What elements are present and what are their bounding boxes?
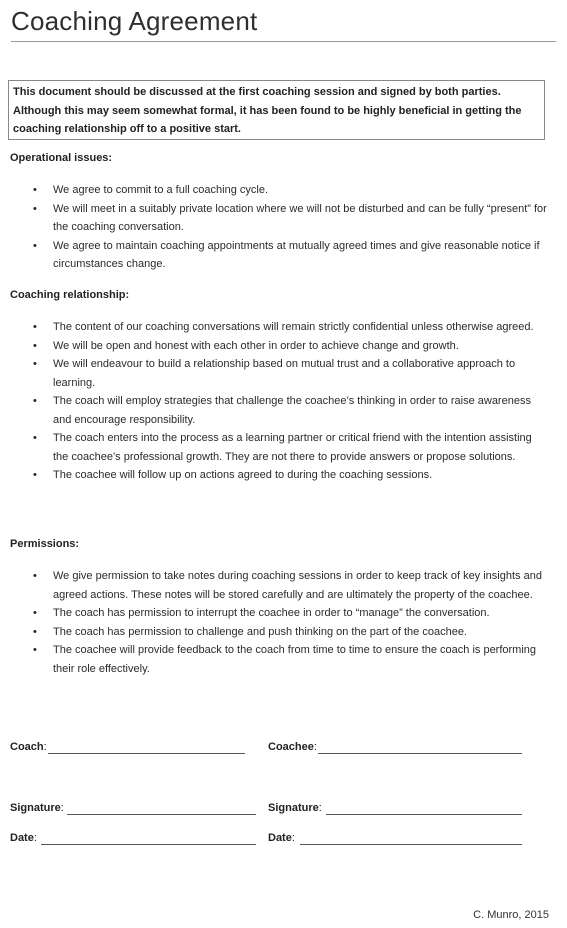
bullet-icon: • <box>33 321 37 333</box>
bullet-icon: • <box>33 607 37 619</box>
bullet-icon: • <box>33 570 37 582</box>
coachee-name-line[interactable] <box>318 741 522 754</box>
page-title: Coaching Agreement <box>11 6 258 36</box>
list-item: • The coach has permission to interrupt the coachee in order to “manage” the conversation. <box>0 604 567 623</box>
list-item: • We give permission to take notes during coaching sessions in order to keep track of key insights and agreed actions. These notes will be stored carefully and are ultimately the property of the coachee. <box>0 567 567 604</box>
coach-signature-line[interactable] <box>67 802 256 815</box>
signature-row-signatures <box>10 802 550 820</box>
bullet-icon: • <box>33 358 37 370</box>
bullet-icon: • <box>33 469 37 481</box>
section-heading-operational: Operational issues: <box>10 152 113 164</box>
coachee-label: Coachee: <box>268 741 317 753</box>
bullet-icon: • <box>33 239 37 252</box>
coach-date-label: Date: <box>10 832 37 844</box>
list-item: • We agree to maintain coaching appointments at mutually agreed times and give reasonable notice if circumstances change. <box>0 237 567 274</box>
section-heading-permissions: Permissions: <box>10 538 80 550</box>
list-item: • We will be open and honest with each other in order to achieve change and growth. <box>0 337 567 356</box>
signature-row-names <box>10 741 550 759</box>
bullet-icon: • <box>33 395 37 407</box>
coachee-signature-label: Signature: <box>268 802 322 814</box>
bullet-icon: • <box>33 339 37 352</box>
list-item: • The coachee will provide feedback to the coach from time to time to ensure the coach is performing their role effectively. <box>0 641 567 678</box>
operational-list <box>0 181 567 274</box>
footer-author: C. Munro, 2015 <box>473 909 549 921</box>
coach-label: Coach: <box>10 741 47 753</box>
coach-signature-label: Signature: <box>10 802 64 814</box>
coach-name-line[interactable] <box>48 741 245 754</box>
coachee-signature-line[interactable] <box>326 802 522 815</box>
list-item: • We agree to commit to a full coaching cycle. <box>0 181 567 200</box>
bullet-icon: • <box>33 625 37 638</box>
title-divider <box>11 41 556 42</box>
list-item: • The coachee will follow up on actions agreed to during the coaching sessions. <box>0 466 567 485</box>
section-heading-coaching-relationship: Coaching relationship: <box>10 289 130 301</box>
intro-box: This document should be discussed at the first coaching session and signed by both parties. Although this may seem somewhat formal, it has been found to be highly beneficial in getting the coaching relationship off to a positive start. <box>8 80 545 140</box>
coachee-date-label: Date: <box>268 832 295 844</box>
bullet-icon: • <box>33 202 37 215</box>
bullet-icon: • <box>33 432 37 444</box>
bullet-icon: • <box>33 644 37 656</box>
list-item: • We will meet in a suitably private location where we will not be disturbed and can be fully “present” for the coaching conversation. <box>0 200 567 237</box>
list-item: • The coach enters into the process as a learning partner or critical friend with the intention assisting the coachee’s professional growth. They are not there to provide answers or propose solutions. <box>0 429 567 466</box>
permissions-list <box>0 567 567 678</box>
list-item: • The content of our coaching conversations will remain strictly confidential unless otherwise agreed. <box>0 318 567 337</box>
coach-date-line[interactable] <box>41 832 256 845</box>
coaching-relationship-list <box>0 318 567 485</box>
bullet-icon: • <box>33 184 37 196</box>
list-item: • The coach will employ strategies that challenge the coachee’s thinking in order to raise awareness and encourage responsibility. <box>0 392 567 429</box>
list-item: • The coach has permission to challenge and push thinking on the part of the coachee. <box>0 623 567 642</box>
list-item: • We will endeavour to build a relationship based on mutual trust and a collaborative approach to learning. <box>0 355 567 392</box>
signature-row-dates <box>10 832 550 850</box>
coachee-date-line[interactable] <box>300 832 522 845</box>
